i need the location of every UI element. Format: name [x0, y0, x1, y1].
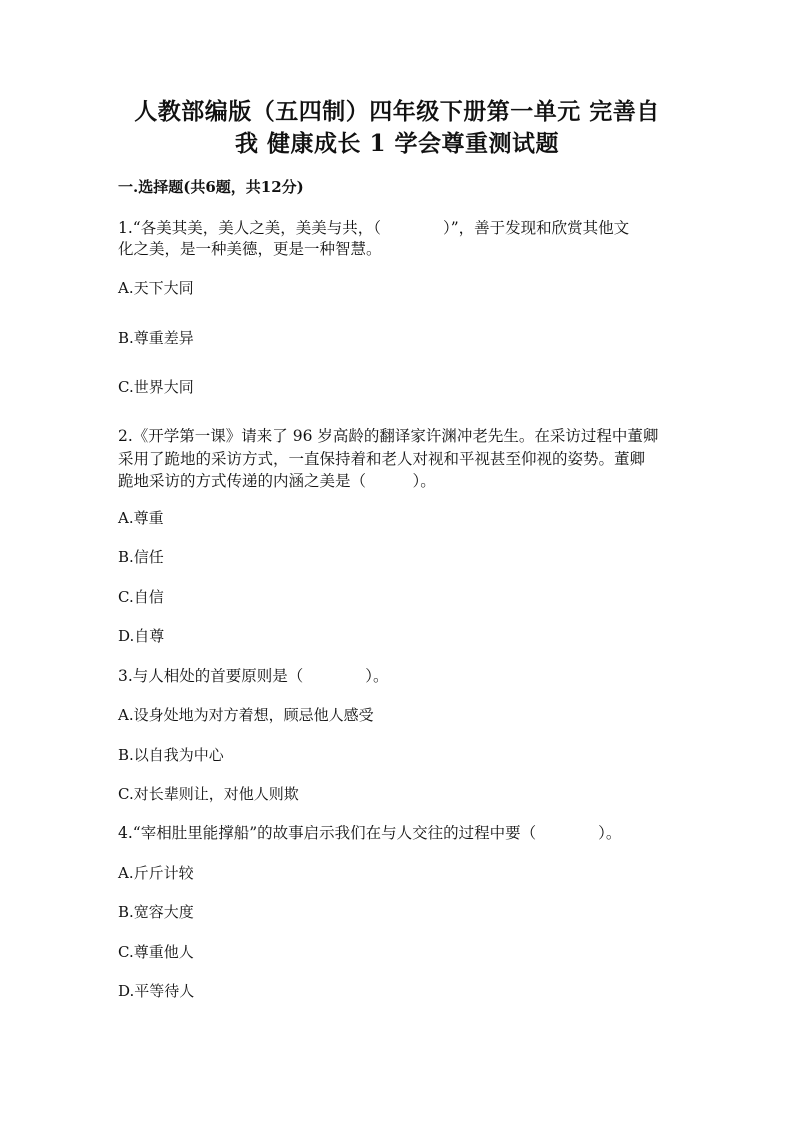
question-2-option-d: D.自尊 — [118, 627, 165, 645]
question-3-option-b: B.以自我为中心 — [118, 746, 224, 764]
question-1-stem-line-1: 1.“各美其美，美人之美，美美与共，（ ）”，善于发现和欣赏其他文 — [118, 219, 630, 237]
page-title-line-1: 人教部编版（五四制）四年级下册第一单元 完善自 — [134, 98, 660, 125]
question-4-option-d: D.平等待人 — [118, 982, 195, 1000]
question-3-option-c: C.对长辈则让，对他人则欺 — [118, 785, 299, 803]
section-heading: 一.选择题(共6题，共12分) — [118, 178, 304, 196]
question-3-option-a: A.设身处地为对方着想，顾忌他人感受 — [118, 706, 374, 724]
question-2-stem-line-3: 跪地采访的方式传递的内涵之美是（ ）。 — [118, 472, 436, 490]
question-1-option-c: C.世界大同 — [118, 378, 194, 396]
question-4-option-a: A.斤斤计较 — [118, 864, 194, 882]
question-2-option-a: A.尊重 — [118, 509, 164, 527]
question-4-option-c: C.尊重他人 — [118, 943, 194, 961]
question-4-option-b: B.宽容大度 — [118, 903, 194, 921]
question-2-stem-line-1: 2.《开学第一课》请来了 96 岁高龄的翻译家许渊冲老先生。在采访过程中董卿 — [118, 427, 659, 445]
page-title-line-2: 我 健康成长 1 学会尊重测试题 — [234, 130, 560, 157]
question-2-option-c: C.自信 — [118, 588, 164, 606]
question-4-stem-line-1: 4.“宰相肚里能撑船”的故事启示我们在与人交往的过程中要（ ）。 — [118, 824, 622, 842]
question-1-option-b: B.尊重差异 — [118, 329, 194, 347]
question-2-stem-line-2: 采用了跪地的采访方式，一直保持着和老人对视和平视甚至仰视的姿势。董卿 — [118, 450, 646, 468]
question-3-stem-line-1: 3.与人相处的首要原则是（ ）。 — [118, 667, 389, 685]
question-2-option-b: B.信任 — [118, 548, 164, 566]
question-1-option-a: A.天下大同 — [118, 279, 194, 297]
question-1-stem-line-2: 化之美，是一种美德，更是一种智慧。 — [118, 240, 382, 258]
